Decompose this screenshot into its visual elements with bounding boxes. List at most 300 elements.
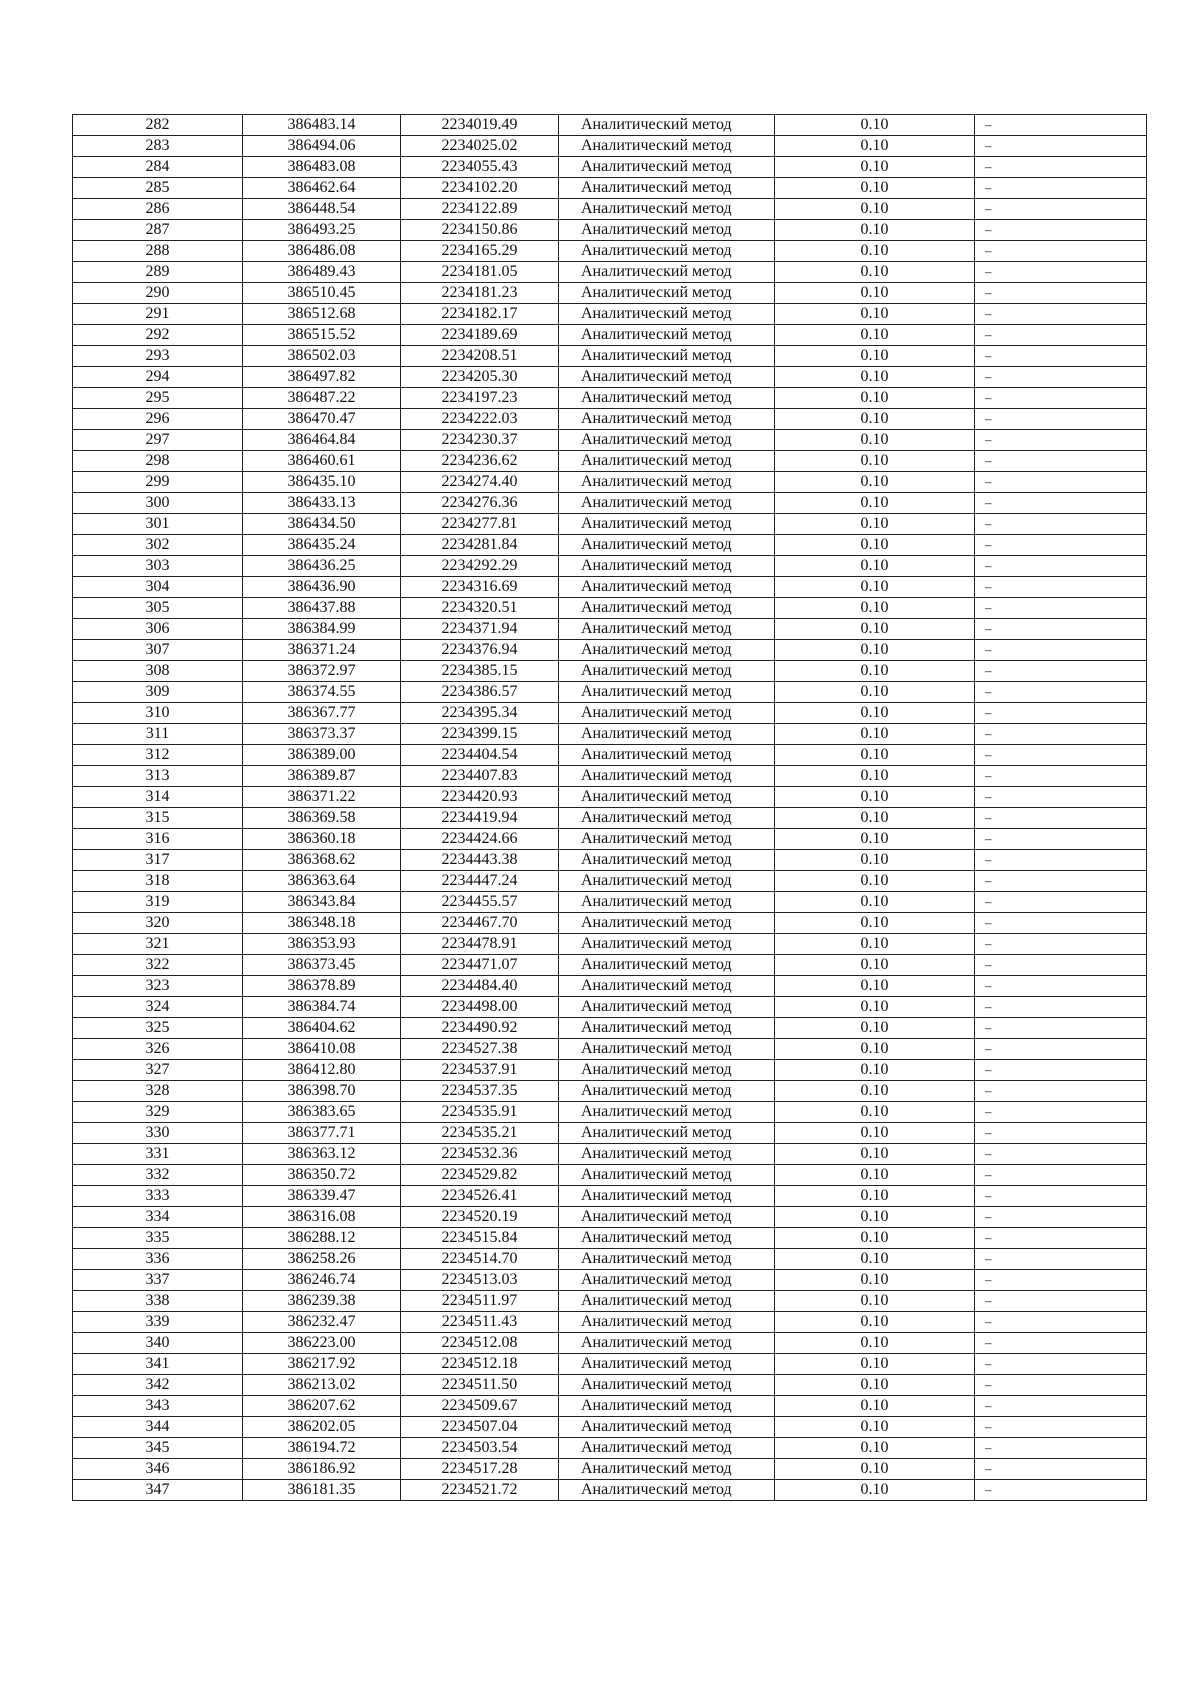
method-cell: Аналитический метод (559, 703, 775, 724)
point-number-cell: 347 (73, 1480, 243, 1501)
y-coordinate-cell: 2234277.81 (401, 514, 559, 535)
point-number-cell: 332 (73, 1165, 243, 1186)
y-coordinate-cell: 2234503.54 (401, 1438, 559, 1459)
x-coordinate-cell: 386493.25 (243, 220, 401, 241)
accuracy-cell: 0.10 (775, 1333, 975, 1354)
y-coordinate-cell: 2234197.23 (401, 388, 559, 409)
y-coordinate-cell: 2234165.29 (401, 241, 559, 262)
point-number-cell: 342 (73, 1375, 243, 1396)
table-row (73, 976, 1147, 997)
accuracy-cell: 0.10 (775, 892, 975, 913)
point-number-cell: 286 (73, 199, 243, 220)
table-row (73, 1333, 1147, 1354)
method-cell: Аналитический метод (559, 1438, 775, 1459)
accuracy-cell: 0.10 (775, 493, 975, 514)
x-coordinate-cell: 386363.12 (243, 1144, 401, 1165)
x-coordinate-cell: 386464.84 (243, 430, 401, 451)
table-row (73, 808, 1147, 829)
note-cell: – (975, 619, 1147, 640)
x-coordinate-cell: 386217.92 (243, 1354, 401, 1375)
accuracy-cell: 0.10 (775, 871, 975, 892)
note-cell: – (975, 934, 1147, 955)
y-coordinate-cell: 2234471.07 (401, 955, 559, 976)
x-coordinate-cell: 386398.70 (243, 1081, 401, 1102)
accuracy-cell: 0.10 (775, 1270, 975, 1291)
x-coordinate-cell: 386435.10 (243, 472, 401, 493)
accuracy-cell: 0.10 (775, 157, 975, 178)
accuracy-cell: 0.10 (775, 1060, 975, 1081)
point-number-cell: 308 (73, 661, 243, 682)
note-cell: – (975, 1039, 1147, 1060)
point-number-cell: 288 (73, 241, 243, 262)
table-row (73, 178, 1147, 199)
method-cell: Аналитический метод (559, 1312, 775, 1333)
x-coordinate-cell: 386367.77 (243, 703, 401, 724)
table-row (73, 850, 1147, 871)
y-coordinate-cell: 2234407.83 (401, 766, 559, 787)
x-coordinate-cell: 386371.22 (243, 787, 401, 808)
point-number-cell: 337 (73, 1270, 243, 1291)
coordinates-table (72, 114, 1147, 1501)
coordinates-table-body (73, 115, 1147, 1501)
accuracy-cell: 0.10 (775, 913, 975, 934)
point-number-cell: 325 (73, 1018, 243, 1039)
method-cell: Аналитический метод (559, 451, 775, 472)
accuracy-cell: 0.10 (775, 220, 975, 241)
y-coordinate-cell: 2234222.03 (401, 409, 559, 430)
accuracy-cell: 0.10 (775, 1039, 975, 1060)
y-coordinate-cell: 2234447.24 (401, 871, 559, 892)
table-row (73, 766, 1147, 787)
x-coordinate-cell: 386462.64 (243, 178, 401, 199)
method-cell: Аналитический метод (559, 220, 775, 241)
note-cell: – (975, 346, 1147, 367)
table-row (73, 1123, 1147, 1144)
y-coordinate-cell: 2234399.15 (401, 724, 559, 745)
note-cell: – (975, 598, 1147, 619)
x-coordinate-cell: 386339.47 (243, 1186, 401, 1207)
accuracy-cell: 0.10 (775, 136, 975, 157)
table-row (73, 199, 1147, 220)
method-cell: Аналитический метод (559, 283, 775, 304)
x-coordinate-cell: 386515.52 (243, 325, 401, 346)
note-cell: – (975, 787, 1147, 808)
method-cell: Аналитический метод (559, 493, 775, 514)
point-number-cell: 328 (73, 1081, 243, 1102)
accuracy-cell: 0.10 (775, 1102, 975, 1123)
y-coordinate-cell: 2234490.92 (401, 1018, 559, 1039)
table-row (73, 619, 1147, 640)
accuracy-cell: 0.10 (775, 703, 975, 724)
x-coordinate-cell: 386470.47 (243, 409, 401, 430)
method-cell: Аналитический метод (559, 199, 775, 220)
y-coordinate-cell: 2234386.57 (401, 682, 559, 703)
x-coordinate-cell: 386343.84 (243, 892, 401, 913)
y-coordinate-cell: 2234443.38 (401, 850, 559, 871)
note-cell: – (975, 241, 1147, 262)
x-coordinate-cell: 386448.54 (243, 199, 401, 220)
accuracy-cell: 0.10 (775, 934, 975, 955)
method-cell: Аналитический метод (559, 1396, 775, 1417)
y-coordinate-cell: 2234512.08 (401, 1333, 559, 1354)
method-cell: Аналитический метод (559, 787, 775, 808)
x-coordinate-cell: 386494.06 (243, 136, 401, 157)
accuracy-cell: 0.10 (775, 262, 975, 283)
table-row (73, 262, 1147, 283)
table-row (73, 1186, 1147, 1207)
point-number-cell: 343 (73, 1396, 243, 1417)
point-number-cell: 287 (73, 220, 243, 241)
note-cell: – (975, 871, 1147, 892)
note-cell: – (975, 493, 1147, 514)
table-row (73, 1459, 1147, 1480)
point-number-cell: 283 (73, 136, 243, 157)
table-row (73, 598, 1147, 619)
point-number-cell: 291 (73, 304, 243, 325)
method-cell: Аналитический метод (559, 829, 775, 850)
method-cell: Аналитический метод (559, 556, 775, 577)
y-coordinate-cell: 2234537.35 (401, 1081, 559, 1102)
table-row (73, 1354, 1147, 1375)
note-cell: – (975, 136, 1147, 157)
note-cell: – (975, 1123, 1147, 1144)
accuracy-cell: 0.10 (775, 1291, 975, 1312)
method-cell: Аналитический метод (559, 892, 775, 913)
note-cell: – (975, 892, 1147, 913)
note-cell: – (975, 745, 1147, 766)
note-cell: – (975, 409, 1147, 430)
note-cell: – (975, 1249, 1147, 1270)
y-coordinate-cell: 2234513.03 (401, 1270, 559, 1291)
note-cell: – (975, 850, 1147, 871)
y-coordinate-cell: 2234019.49 (401, 115, 559, 136)
point-number-cell: 336 (73, 1249, 243, 1270)
x-coordinate-cell: 386436.25 (243, 556, 401, 577)
accuracy-cell: 0.10 (775, 1249, 975, 1270)
x-coordinate-cell: 386486.08 (243, 241, 401, 262)
accuracy-cell: 0.10 (775, 1375, 975, 1396)
x-coordinate-cell: 386436.90 (243, 577, 401, 598)
note-cell: – (975, 955, 1147, 976)
y-coordinate-cell: 2234467.70 (401, 913, 559, 934)
table-row (73, 703, 1147, 724)
note-cell: – (975, 1291, 1147, 1312)
method-cell: Аналитический метод (559, 577, 775, 598)
table-row (73, 640, 1147, 661)
method-cell: Аналитический метод (559, 682, 775, 703)
x-coordinate-cell: 386502.03 (243, 346, 401, 367)
x-coordinate-cell: 386372.97 (243, 661, 401, 682)
x-coordinate-cell: 386363.64 (243, 871, 401, 892)
point-number-cell: 330 (73, 1123, 243, 1144)
note-cell: – (975, 1417, 1147, 1438)
table-row (73, 787, 1147, 808)
table-row (73, 1480, 1147, 1501)
table-row (73, 1312, 1147, 1333)
method-cell: Аналитический метод (559, 1480, 775, 1501)
note-cell: – (975, 1270, 1147, 1291)
x-coordinate-cell: 386487.22 (243, 388, 401, 409)
accuracy-cell: 0.10 (775, 535, 975, 556)
accuracy-cell: 0.10 (775, 661, 975, 682)
y-coordinate-cell: 2234281.84 (401, 535, 559, 556)
note-cell: – (975, 430, 1147, 451)
table-row (73, 724, 1147, 745)
y-coordinate-cell: 2234181.23 (401, 283, 559, 304)
x-coordinate-cell: 386371.24 (243, 640, 401, 661)
point-number-cell: 302 (73, 535, 243, 556)
point-number-cell: 296 (73, 409, 243, 430)
method-cell: Аналитический метод (559, 598, 775, 619)
table-row (73, 367, 1147, 388)
point-number-cell: 285 (73, 178, 243, 199)
note-cell: – (975, 199, 1147, 220)
y-coordinate-cell: 2234208.51 (401, 346, 559, 367)
point-number-cell: 334 (73, 1207, 243, 1228)
note-cell: – (975, 1438, 1147, 1459)
table-row (73, 388, 1147, 409)
accuracy-cell: 0.10 (775, 472, 975, 493)
x-coordinate-cell: 386512.68 (243, 304, 401, 325)
point-number-cell: 289 (73, 262, 243, 283)
table-row (73, 115, 1147, 136)
accuracy-cell: 0.10 (775, 1396, 975, 1417)
y-coordinate-cell: 2234526.41 (401, 1186, 559, 1207)
y-coordinate-cell: 2234420.93 (401, 787, 559, 808)
accuracy-cell: 0.10 (775, 388, 975, 409)
point-number-cell: 333 (73, 1186, 243, 1207)
method-cell: Аналитический метод (559, 1228, 775, 1249)
method-cell: Аналитический метод (559, 1018, 775, 1039)
point-number-cell: 301 (73, 514, 243, 535)
accuracy-cell: 0.10 (775, 451, 975, 472)
point-number-cell: 346 (73, 1459, 243, 1480)
method-cell: Аналитический метод (559, 1039, 775, 1060)
accuracy-cell: 0.10 (775, 1312, 975, 1333)
accuracy-cell: 0.10 (775, 619, 975, 640)
method-cell: Аналитический метод (559, 1270, 775, 1291)
note-cell: – (975, 682, 1147, 703)
accuracy-cell: 0.10 (775, 829, 975, 850)
note-cell: – (975, 808, 1147, 829)
y-coordinate-cell: 2234498.00 (401, 997, 559, 1018)
table-row (73, 871, 1147, 892)
accuracy-cell: 0.10 (775, 787, 975, 808)
note-cell: – (975, 514, 1147, 535)
accuracy-cell: 0.10 (775, 850, 975, 871)
table-row (73, 997, 1147, 1018)
point-number-cell: 318 (73, 871, 243, 892)
point-number-cell: 313 (73, 766, 243, 787)
accuracy-cell: 0.10 (775, 556, 975, 577)
point-number-cell: 304 (73, 577, 243, 598)
note-cell: – (975, 262, 1147, 283)
x-coordinate-cell: 386389.00 (243, 745, 401, 766)
x-coordinate-cell: 386368.62 (243, 850, 401, 871)
point-number-cell: 345 (73, 1438, 243, 1459)
method-cell: Аналитический метод (559, 724, 775, 745)
accuracy-cell: 0.10 (775, 640, 975, 661)
x-coordinate-cell: 386435.24 (243, 535, 401, 556)
note-cell: – (975, 829, 1147, 850)
y-coordinate-cell: 2234276.36 (401, 493, 559, 514)
method-cell: Аналитический метод (559, 304, 775, 325)
x-coordinate-cell: 386373.37 (243, 724, 401, 745)
y-coordinate-cell: 2234404.54 (401, 745, 559, 766)
method-cell: Аналитический метод (559, 1333, 775, 1354)
table-row (73, 283, 1147, 304)
note-cell: – (975, 1060, 1147, 1081)
y-coordinate-cell: 2234478.91 (401, 934, 559, 955)
table-row (73, 1438, 1147, 1459)
accuracy-cell: 0.10 (775, 997, 975, 1018)
point-number-cell: 300 (73, 493, 243, 514)
note-cell: – (975, 1165, 1147, 1186)
table-row (73, 1417, 1147, 1438)
y-coordinate-cell: 2234182.17 (401, 304, 559, 325)
accuracy-cell: 0.10 (775, 1228, 975, 1249)
note-cell: – (975, 556, 1147, 577)
table-row (73, 1165, 1147, 1186)
method-cell: Аналитический метод (559, 325, 775, 346)
table-row (73, 1249, 1147, 1270)
note-cell: – (975, 178, 1147, 199)
y-coordinate-cell: 2234517.28 (401, 1459, 559, 1480)
point-number-cell: 295 (73, 388, 243, 409)
table-row (73, 1207, 1147, 1228)
method-cell: Аналитический метод (559, 871, 775, 892)
y-coordinate-cell: 2234535.91 (401, 1102, 559, 1123)
x-coordinate-cell: 386316.08 (243, 1207, 401, 1228)
y-coordinate-cell: 2234025.02 (401, 136, 559, 157)
method-cell: Аналитический метод (559, 661, 775, 682)
point-number-cell: 344 (73, 1417, 243, 1438)
note-cell: – (975, 157, 1147, 178)
y-coordinate-cell: 2234509.67 (401, 1396, 559, 1417)
method-cell: Аналитический метод (559, 1354, 775, 1375)
point-number-cell: 282 (73, 115, 243, 136)
y-coordinate-cell: 2234316.69 (401, 577, 559, 598)
point-number-cell: 327 (73, 1060, 243, 1081)
x-coordinate-cell: 386437.88 (243, 598, 401, 619)
table-row (73, 493, 1147, 514)
method-cell: Аналитический метод (559, 1081, 775, 1102)
table-row (73, 829, 1147, 850)
method-cell: Аналитический метод (559, 346, 775, 367)
point-number-cell: 317 (73, 850, 243, 871)
accuracy-cell: 0.10 (775, 199, 975, 220)
y-coordinate-cell: 2234515.84 (401, 1228, 559, 1249)
accuracy-cell: 0.10 (775, 283, 975, 304)
accuracy-cell: 0.10 (775, 955, 975, 976)
x-coordinate-cell: 386194.72 (243, 1438, 401, 1459)
y-coordinate-cell: 2234419.94 (401, 808, 559, 829)
method-cell: Аналитический метод (559, 1144, 775, 1165)
x-coordinate-cell: 386360.18 (243, 829, 401, 850)
point-number-cell: 284 (73, 157, 243, 178)
note-cell: – (975, 1228, 1147, 1249)
point-number-cell: 340 (73, 1333, 243, 1354)
method-cell: Аналитический метод (559, 997, 775, 1018)
point-number-cell: 290 (73, 283, 243, 304)
accuracy-cell: 0.10 (775, 1144, 975, 1165)
point-number-cell: 316 (73, 829, 243, 850)
y-coordinate-cell: 2234385.15 (401, 661, 559, 682)
method-cell: Аналитический метод (559, 136, 775, 157)
table-row (73, 661, 1147, 682)
x-coordinate-cell: 386232.47 (243, 1312, 401, 1333)
method-cell: Аналитический метод (559, 640, 775, 661)
note-cell: – (975, 703, 1147, 724)
y-coordinate-cell: 2234520.19 (401, 1207, 559, 1228)
note-cell: – (975, 1207, 1147, 1228)
x-coordinate-cell: 386460.61 (243, 451, 401, 472)
table-row (73, 913, 1147, 934)
point-number-cell: 329 (73, 1102, 243, 1123)
x-coordinate-cell: 386202.05 (243, 1417, 401, 1438)
accuracy-cell: 0.10 (775, 346, 975, 367)
table-row (73, 409, 1147, 430)
point-number-cell: 324 (73, 997, 243, 1018)
table-row (73, 1060, 1147, 1081)
point-number-cell: 314 (73, 787, 243, 808)
method-cell: Аналитический метод (559, 913, 775, 934)
note-cell: – (975, 997, 1147, 1018)
table-row (73, 325, 1147, 346)
point-number-cell: 311 (73, 724, 243, 745)
accuracy-cell: 0.10 (775, 325, 975, 346)
y-coordinate-cell: 2234181.05 (401, 262, 559, 283)
table-row (73, 1270, 1147, 1291)
point-number-cell: 310 (73, 703, 243, 724)
accuracy-cell: 0.10 (775, 115, 975, 136)
accuracy-cell: 0.10 (775, 1018, 975, 1039)
point-number-cell: 335 (73, 1228, 243, 1249)
point-number-cell: 338 (73, 1291, 243, 1312)
y-coordinate-cell: 2234055.43 (401, 157, 559, 178)
method-cell: Аналитический метод (559, 808, 775, 829)
method-cell: Аналитический метод (559, 1459, 775, 1480)
accuracy-cell: 0.10 (775, 1186, 975, 1207)
table-row (73, 1102, 1147, 1123)
x-coordinate-cell: 386207.62 (243, 1396, 401, 1417)
x-coordinate-cell: 386350.72 (243, 1165, 401, 1186)
note-cell: – (975, 283, 1147, 304)
y-coordinate-cell: 2234371.94 (401, 619, 559, 640)
table-row (73, 1081, 1147, 1102)
y-coordinate-cell: 2234205.30 (401, 367, 559, 388)
note-cell: – (975, 1354, 1147, 1375)
y-coordinate-cell: 2234511.97 (401, 1291, 559, 1312)
note-cell: – (975, 304, 1147, 325)
note-cell: – (975, 577, 1147, 598)
note-cell: – (975, 1396, 1147, 1417)
point-number-cell: 293 (73, 346, 243, 367)
note-cell: – (975, 220, 1147, 241)
y-coordinate-cell: 2234527.38 (401, 1039, 559, 1060)
y-coordinate-cell: 2234376.94 (401, 640, 559, 661)
method-cell: Аналитический метод (559, 409, 775, 430)
method-cell: Аналитический метод (559, 514, 775, 535)
note-cell: – (975, 976, 1147, 997)
y-coordinate-cell: 2234150.86 (401, 220, 559, 241)
table-row (73, 451, 1147, 472)
point-number-cell: 326 (73, 1039, 243, 1060)
note-cell: – (975, 1312, 1147, 1333)
note-cell: – (975, 367, 1147, 388)
point-number-cell: 292 (73, 325, 243, 346)
point-number-cell: 319 (73, 892, 243, 913)
